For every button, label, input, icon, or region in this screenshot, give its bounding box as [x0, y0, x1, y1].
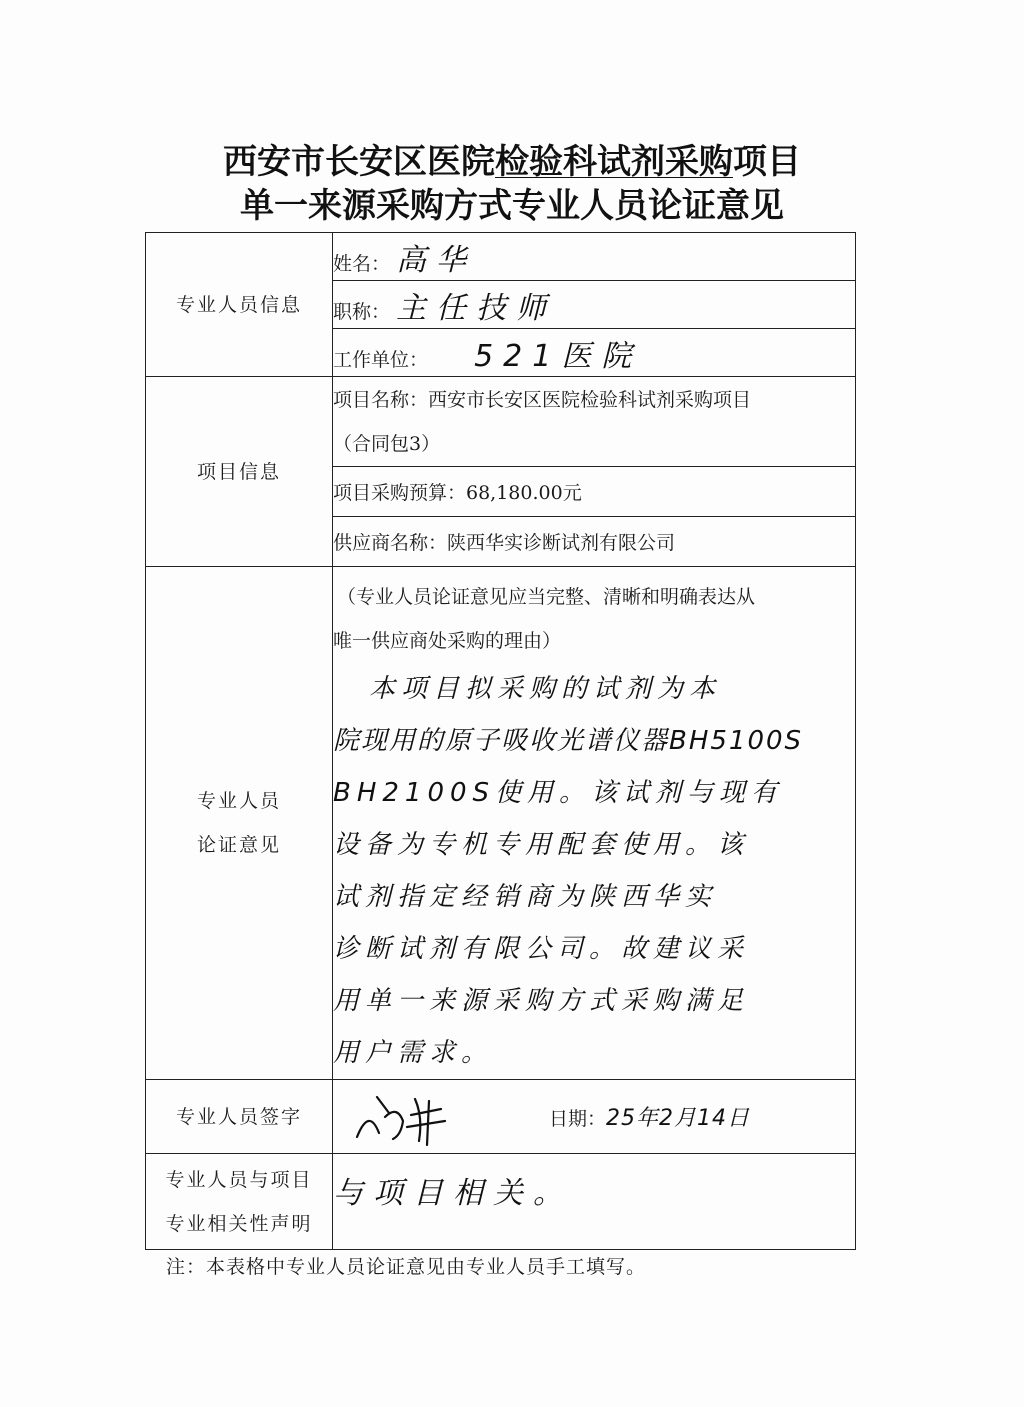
expert-info-label: 专业人员信息 — [146, 233, 333, 377]
project-name-line1: 项目名称：西安市长安区医院检验科试剂采购项目 — [333, 388, 752, 411]
opinion-line: 试剂指定经销商为陕西华实 — [333, 882, 718, 912]
relevance-value: 与项目相关。 — [333, 1176, 573, 1211]
opinion-prompt-line2: 唯一供应商处采购的理由） — [333, 630, 562, 652]
supplier-row: 供应商名称：陕西华实诊断试剂有限公司 — [333, 517, 856, 567]
opinion-line: 用单一来源采购方式采购满足 — [333, 986, 750, 1016]
unit-value: 521医院 — [474, 338, 642, 374]
signature-label: 专业人员签字 — [146, 1080, 333, 1154]
handwritten-signature — [349, 1087, 469, 1147]
unit-label: 工作单位： — [333, 348, 429, 371]
document-title-line1: 西安市长安区医院检验科试剂采购项目 — [223, 142, 801, 182]
date-field — [549, 1101, 750, 1132]
name-label: 姓名： — [333, 252, 391, 275]
footnote: 注：本表格中专业人员论证意见由专业人员手工填写。 — [166, 1256, 647, 1278]
name-value: 高华 — [396, 242, 477, 278]
relevance-label-line2: 专业相关性声明 — [165, 1212, 313, 1235]
budget-row: 项目采购预算：68,180.00元 — [333, 467, 856, 517]
title-row — [333, 281, 856, 329]
opinion-line: 设备为专机专用配套使用。该 — [333, 830, 750, 860]
opinion-label-line1: 专业人员 — [196, 790, 281, 812]
opinion-cell — [333, 567, 856, 1080]
date-label: 日期： — [549, 1108, 607, 1130]
opinion-prompt-line1: （专业人员论证意见应当完整、清晰和明确表达从 — [337, 586, 756, 608]
opinion-line: BH2100S使用。该试剂与现有 — [333, 778, 784, 808]
opinion-line: 诊断试剂有限公司。故建议采 — [333, 934, 750, 964]
opinion-form-table — [145, 232, 856, 1250]
project-name-cell — [333, 377, 856, 467]
date-value: 25年2月14日 — [606, 1106, 751, 1131]
document-title-line2: 单一来源采购方式专业人员论证意见 — [240, 186, 784, 226]
title-underlined-part: 检验科试剂采购 — [495, 142, 733, 182]
opinion-label — [146, 567, 333, 1080]
title-value: 主任技师 — [396, 290, 557, 326]
project-name-line2: （合同包3） — [333, 432, 441, 455]
unit-row — [333, 329, 856, 377]
title-label: 职称： — [333, 300, 391, 323]
name-row — [333, 233, 856, 281]
relevance-label-line1: 专业人员与项目 — [165, 1168, 313, 1191]
opinion-line: 本项目拟采购的试剂为本 — [369, 674, 722, 704]
opinion-line: 院现用的原子吸收光谱仪器BH5100S — [333, 726, 804, 756]
opinion-prompt — [333, 567, 855, 663]
relevance-label — [146, 1154, 333, 1250]
relevance-cell — [333, 1154, 856, 1250]
signature-cell — [333, 1080, 856, 1154]
opinion-line: 用户需求。 — [333, 1038, 494, 1068]
opinion-handwritten-text — [333, 663, 855, 1079]
project-info-label: 项目信息 — [146, 377, 333, 567]
opinion-label-line2: 论证意见 — [196, 834, 281, 856]
